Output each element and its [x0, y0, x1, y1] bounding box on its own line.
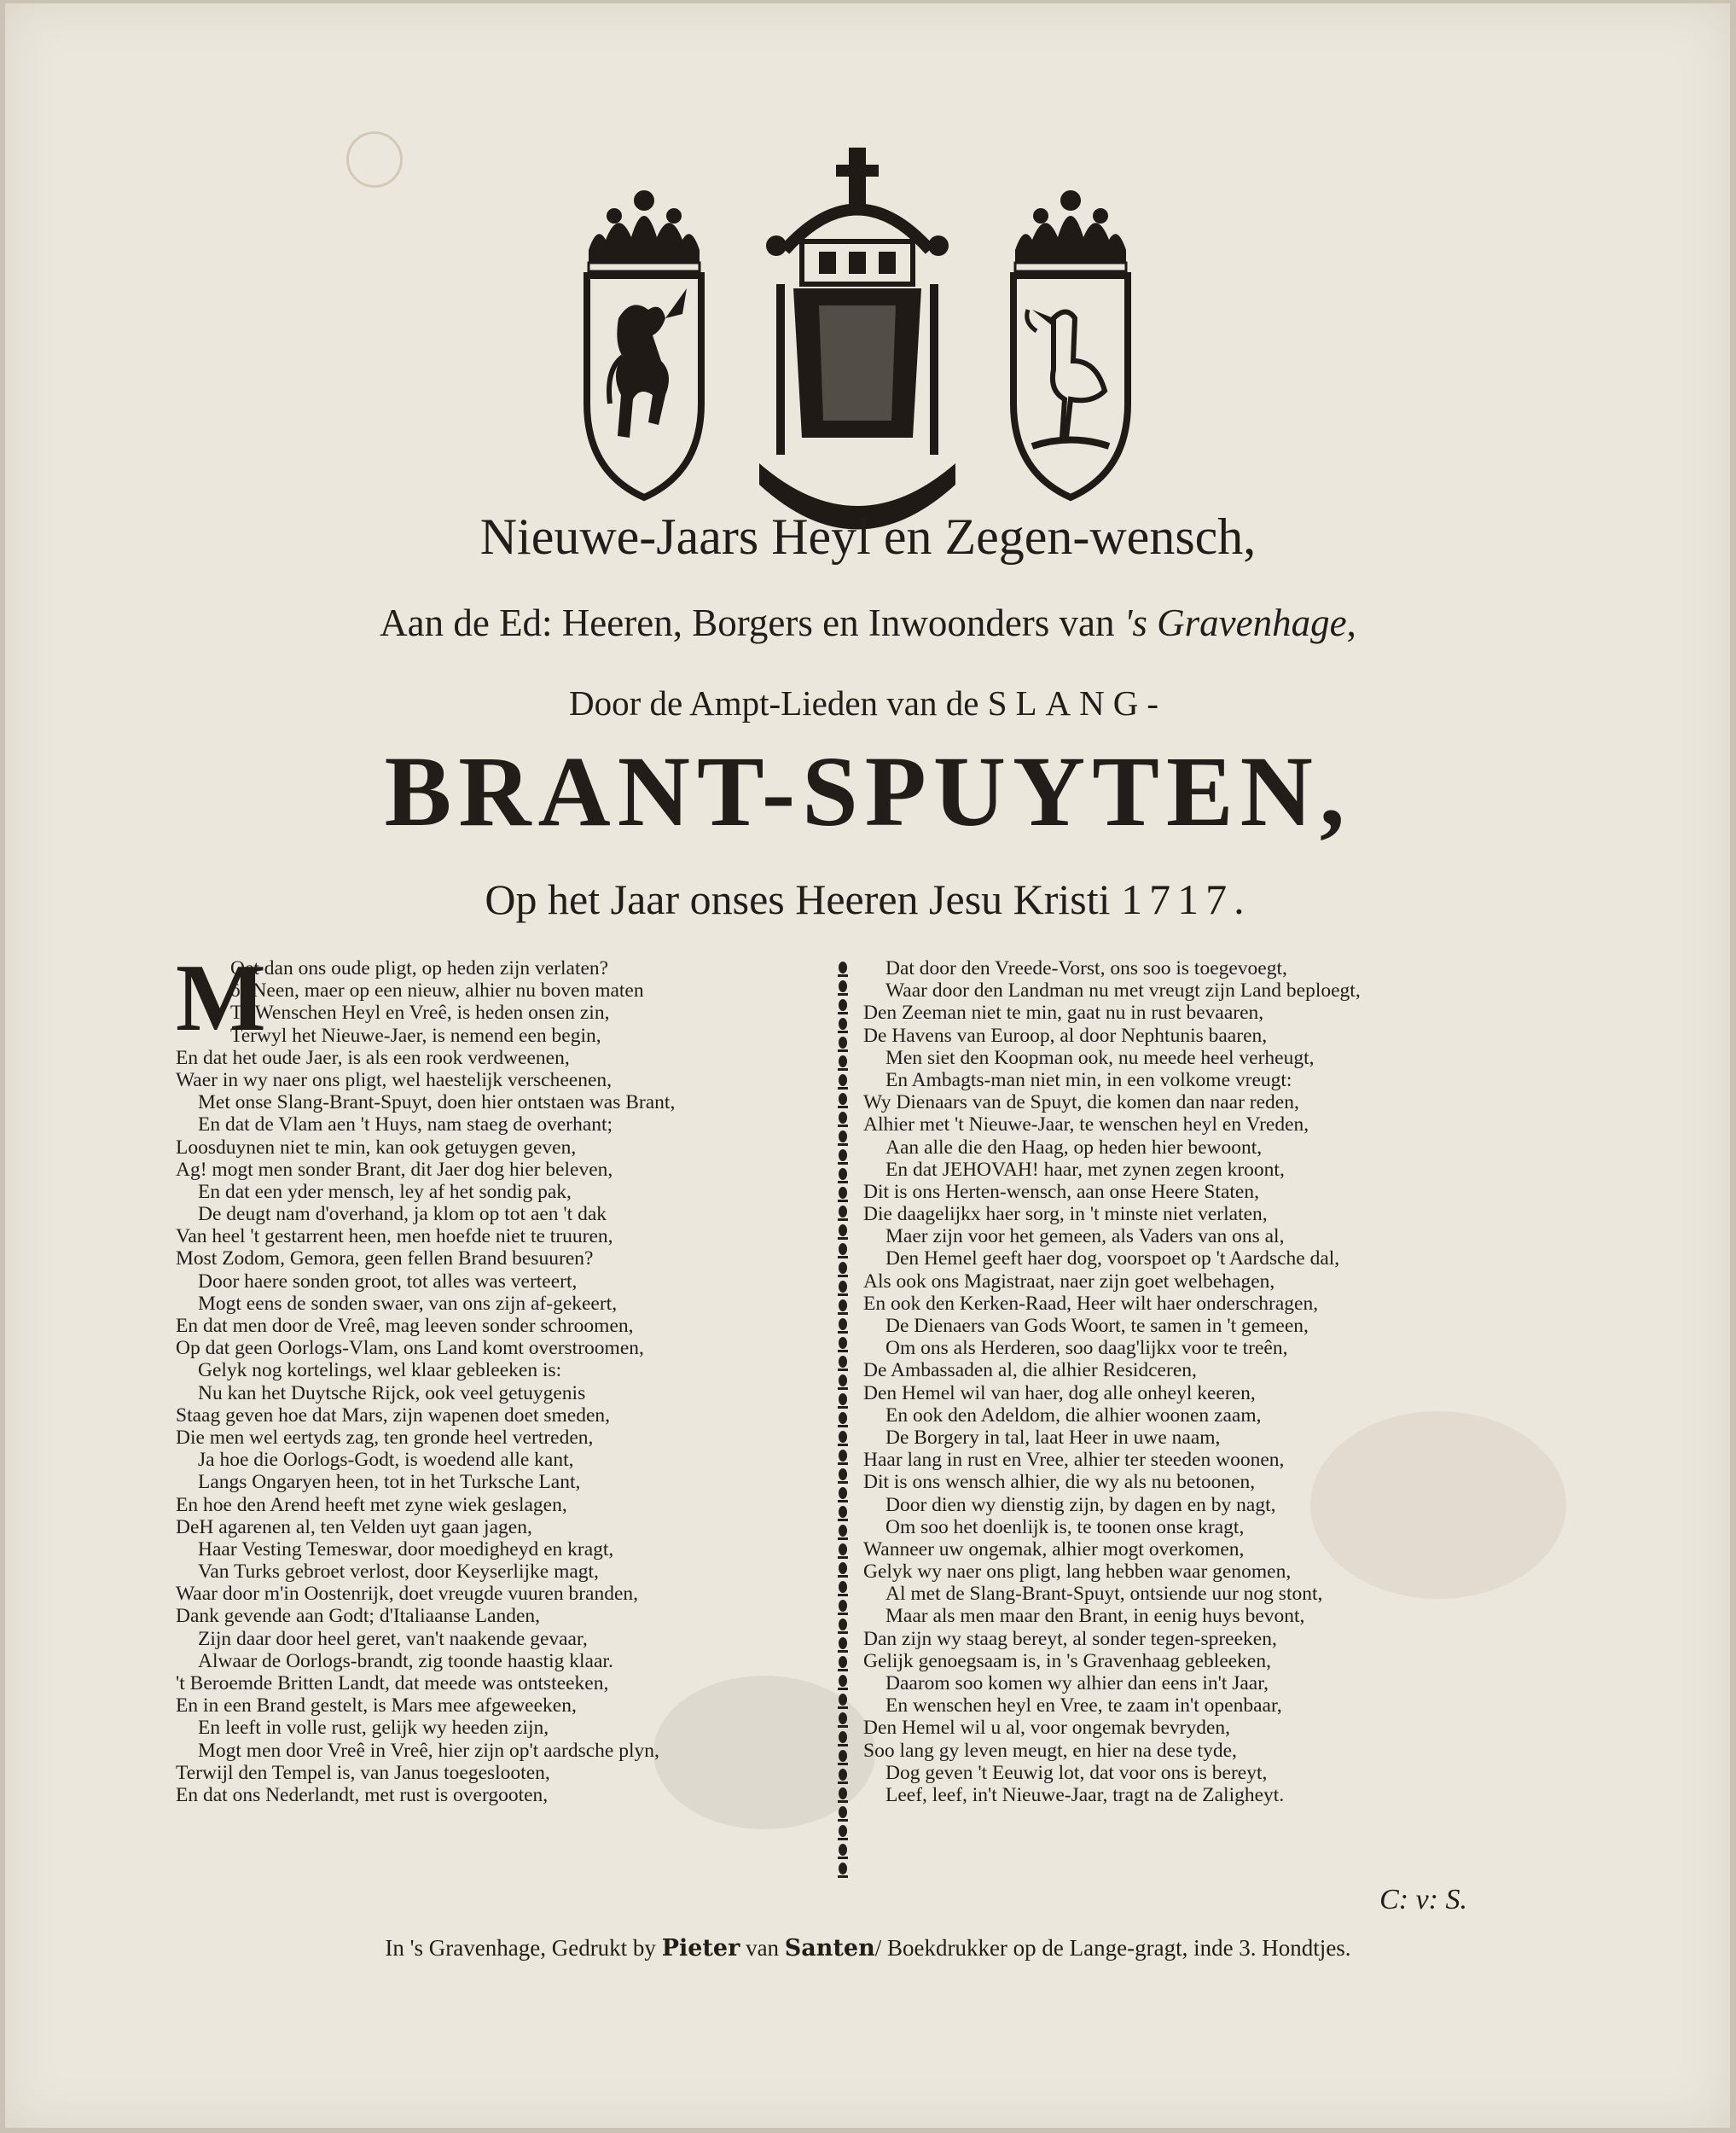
imprint-address: / Boekdrukker op de Lange-gragt, inde 3. Hondtjes.	[874, 1935, 1351, 1961]
imprint-place: In 's Gravenhage, Gedrukt by	[385, 1935, 662, 1961]
poem-line: Maer zijn voor het gemeen, als Vaders van ons al,	[885, 1225, 1285, 1248]
fleuron-icon	[838, 1375, 848, 1390]
poem-line: Wanneer uw ongemak, alhier mogt overkomen,	[863, 1537, 1245, 1561]
printer-last-name: Santen	[784, 1935, 875, 1962]
poem-line: Alhier met 't Nieuwe-Jaar, te wenschen heyl en Vreden,	[863, 1113, 1309, 1136]
fleuron-icon	[838, 980, 848, 996]
year-number: 1717.	[1121, 875, 1251, 923]
poem-line: Waar door m'in Oostenrijk, doet vreugde vuuren branden,	[176, 1583, 639, 1606]
fleuron-icon	[838, 1675, 848, 1690]
dedication-line	[0, 601, 1736, 645]
stain-mark	[346, 131, 403, 188]
poem-line: De deugt nam d'overhand, ja klom op tot aen 't dak	[198, 1203, 607, 1226]
fleuron-icon	[838, 1074, 848, 1090]
authorship-line	[0, 683, 1736, 724]
poem-right-column	[863, 957, 1512, 1806]
fleuron-icon	[838, 1712, 848, 1728]
poem-line: Waar door den Landman nu met vreugt zijn Land beploegt,	[885, 979, 1361, 1003]
poem-line: Aan alle die den Haag, op heden hier bewoont,	[885, 1136, 1263, 1159]
fleuron-icon	[838, 999, 848, 1014]
fleuron-icon	[838, 1525, 848, 1540]
poem-line: Mogt eens de sonden swaer, van ons zijn af-gekeert,	[198, 1292, 618, 1315]
poem-line: Als ook ons Magistraat, naer zijn goet welbehagen,	[863, 1270, 1275, 1293]
poem-line: Men siet den Koopman ook, nu meede heel verheugt,	[885, 1046, 1315, 1069]
poem-line: Langs Ongaryen heen, tot in het Turksche Lant,	[198, 1471, 581, 1494]
fleuron-icon	[838, 1543, 848, 1559]
poem-line: Daarom soo komen wy alhier dan eens in't Jaar,	[885, 1672, 1269, 1694]
poem-line: En in een Brand gestelt, is Mars mee afgeweeken,	[176, 1694, 577, 1717]
poem-line: ô! Neen, maer op een nieuw, alhier nu boven maten	[230, 979, 644, 1003]
poem-line: De Ambassaden al, die alhier Residceren,	[863, 1359, 1197, 1382]
fleuron-icon	[838, 1731, 848, 1747]
fleuron-icon	[838, 1262, 848, 1277]
author-initials: C: v: S.	[1379, 1884, 1467, 1915]
poem-line: Oet dan ons oude pligt, op heden zijn verlaten?	[230, 957, 609, 979]
headline-brant-spuyten: BRANT-SPUYTEN,	[384, 735, 1352, 847]
poem-line: Gelyk wy naer ons pligt, lang hebben waar genomen,	[863, 1561, 1292, 1584]
poem-line: En dat men door de Vreê, mag leeven sonder schroomen,	[176, 1315, 634, 1337]
poem-line: En leeft in volle rust, gelijk wy heeden zijn,	[198, 1717, 549, 1740]
authorship-text: Door de Ampt-Lieden van de	[568, 683, 988, 723]
fleuron-icon	[838, 1018, 848, 1033]
poem-line: En ook den Kerken-Raad, Heer wilt haer onderschragen,	[863, 1292, 1319, 1315]
poem-line: Op dat geen Oorlogs-Vlam, ons Land komt overstroomen,	[176, 1337, 644, 1360]
fleuron-icon	[838, 1112, 848, 1127]
poem-line: Met onse Slang-Brant-Spuyt, doen hier ontstaen was Brant,	[198, 1091, 676, 1114]
fleuron-icon	[838, 1130, 848, 1146]
dedication-text: Aan de Ed: Heeren, Borgers en Inwoonders van	[380, 602, 1124, 644]
fleuron-icon	[838, 1787, 848, 1803]
poem-line: Al met de Slang-Brant-Spuyt, ontsiende uur nog stont,	[885, 1583, 1323, 1606]
poem-line: Zijn daar door heel geret, van't naakende gevaar,	[198, 1627, 588, 1650]
poem-line: Den Hemel wil u al, voor ongemak bevryden,	[863, 1717, 1231, 1740]
lion-shield-icon	[587, 190, 701, 497]
poem-line: Den Hemel geeft haer dog, voorspoet op 't Aardsche dal,	[885, 1247, 1340, 1270]
fleuron-icon	[838, 1037, 848, 1052]
poem-line: Haar Vesting Temeswar, door moedigheyd en kragt,	[198, 1537, 614, 1561]
poem-line: En dat een yder mensch, ley af het sondig pak,	[198, 1180, 572, 1203]
poem-line: Die men wel eertyds zag, ten gronde heel vertreden,	[176, 1426, 594, 1449]
poem-line: De Borgery in tal, laat Heer in uwe naam,	[885, 1426, 1221, 1449]
poem-line: Mogt men door Vreê in Vreê, hier zijn op't aardsche plyn,	[198, 1739, 659, 1762]
poem-line: Om soo het doenlijk is, te toonen onse kragt,	[885, 1515, 1245, 1538]
fleuron-icon	[838, 1055, 848, 1071]
poem-line: Ag! mogt men sonder Brant, dit Jaer dog hier beleven,	[176, 1158, 613, 1181]
poem-line: Den Zeeman niet te min, gaat nu in rust bevaaren,	[863, 1002, 1264, 1025]
poem-line: Om ons als Herderen, soo daag'lijkx voor te treên,	[885, 1337, 1288, 1360]
printer-first-name: Pieter	[661, 1935, 740, 1962]
fire-engine-emblem-icon	[759, 148, 955, 530]
fleuron-icon	[838, 1206, 848, 1221]
poem-line: De Dienaers van Gods Woort, te samen in 't gemeen,	[885, 1315, 1309, 1337]
fleuron-icon	[838, 1093, 848, 1108]
year-line	[0, 875, 1736, 924]
poem-line: En dat het oude Jaer, is als een rook verdweenen,	[176, 1046, 570, 1069]
poem-line: Soo lang gy leven meugt, en hier na dese tyde,	[863, 1739, 1237, 1762]
imprint-van: van	[740, 1935, 785, 1961]
poem-line: Dit is ons Herten-wensch, aan onse Heere Staten,	[863, 1180, 1259, 1203]
column-divider-ornament	[833, 961, 853, 1882]
fleuron-icon	[838, 1412, 848, 1427]
poem-line: Van Turks gebroet verlost, door Keyserlijke magt,	[198, 1561, 599, 1584]
fleuron-icon	[838, 1487, 848, 1502]
fleuron-icon	[838, 1187, 848, 1202]
poem-line: Door dien wy dienstig zijn, by dagen en by nagt,	[885, 1493, 1276, 1516]
poem-line: En dat ons Nederlandt, met rust is overgooten,	[176, 1783, 549, 1806]
fleuron-icon	[838, 1450, 848, 1465]
poem-line: En Ambagts-man niet min, in een volkome vreugt:	[885, 1068, 1292, 1091]
poem-line: Nu kan het Duytsche Rijck, ook veel getuygenis	[198, 1381, 586, 1404]
poem-line: Dank gevende aan Godt; d'Italiaanse Landen,	[176, 1605, 541, 1628]
poem-line: Gelijk genoegsaam is, in 's Gravenhaag gebleeken,	[863, 1649, 1271, 1672]
poem-line: Te Wenschen Heyl en Vreê, is heden onsen zin,	[230, 1002, 610, 1025]
poem-line: Ja hoe die Oorlogs-Godt, is woedend alle kant,	[198, 1449, 574, 1472]
fleuron-icon	[838, 1243, 848, 1258]
fleuron-icon	[838, 962, 848, 977]
fleuron-icon	[838, 1393, 848, 1409]
stork-shield-icon	[1013, 190, 1128, 497]
poem-line: Staag geven hoe dat Mars, zijn wapenen doet smeden,	[176, 1404, 611, 1427]
fleuron-icon	[838, 1281, 848, 1296]
poem-line: Terwyl het Nieuwe-Jaer, is nemend een begin,	[230, 1024, 601, 1047]
poem-line: En hoe den Arend heeft met zyne wiek geslagen,	[176, 1493, 567, 1516]
poem-line: Waer in wy naer ons pligt, wel haestelijk verscheenen,	[176, 1068, 613, 1091]
poem-line: Dan zijn wy staag bereyt, al sonder tegen-spreeken,	[863, 1627, 1277, 1650]
poem-line: Terwijl den Tempel is, van Janus toegeslooten,	[176, 1761, 550, 1784]
fleuron-icon	[838, 1600, 848, 1615]
poem-line: Leef, leef, in't Nieuwe-Jaar, tragt na de Zaligheyt.	[885, 1783, 1285, 1806]
fleuron-icon	[838, 1844, 848, 1859]
poem-left-column	[176, 945, 824, 1806]
poem-line: En ook den Adeldom, die alhier woonen zaam,	[885, 1404, 1262, 1427]
poem-line: En wenschen heyl en Vree, te zaam in't openbaar,	[885, 1694, 1282, 1717]
poem-line: Alwaar de Oorlogs-brandt, zig toonde haastig klaar.	[198, 1649, 613, 1672]
fleuron-icon	[838, 1506, 848, 1521]
poem-line: En dat JEHOVAH! haar, met zynen zegen kroont,	[885, 1158, 1285, 1181]
poem-line: Den Hemel wil van haer, dog alle onheyl keeren,	[863, 1381, 1256, 1404]
printer-imprint	[0, 1935, 1736, 1962]
fleuron-icon	[838, 1337, 848, 1352]
poem-line: Van heel 't gestarrent heen, men hoefde niet te truuren,	[176, 1225, 613, 1248]
poem-line: Dat door den Vreede-Vorst, ons soo is toegevoegt,	[885, 957, 1287, 979]
poem-line: En dat de Vlam aen 't Huys, nam staeg de overhant;	[198, 1113, 613, 1136]
fleuron-icon	[838, 1581, 848, 1596]
fleuron-icon	[838, 1619, 848, 1634]
fleuron-icon	[838, 1356, 848, 1371]
poem-line: Maar als men maar den Brant, in eenig huys bevont,	[885, 1605, 1305, 1628]
poem-line: Haar lang in rust en Vree, alhier ter steeden woonen,	[863, 1449, 1285, 1472]
city-name: 's Gravenhage	[1123, 602, 1347, 644]
fleuron-icon	[838, 1431, 848, 1446]
poem-line: DeH agarenen al, ten Velden uyt gaan jagen,	[176, 1515, 532, 1538]
poem-line: Most Zodom, Gemora, geen fellen Brand besuuren?	[176, 1247, 594, 1270]
fleuron-icon	[838, 1750, 848, 1765]
fleuron-icon	[838, 1825, 848, 1840]
drop-cap: M	[176, 945, 266, 1051]
poem-line: Gelyk nog kortelings, wel klaar gebleeken is:	[198, 1359, 562, 1382]
poem-line: Dit is ons wensch alhier, die wy als nu betoonen,	[863, 1471, 1256, 1494]
fleuron-icon	[838, 1168, 848, 1183]
authorship-slang: SLANG-	[987, 683, 1168, 723]
fleuron-icon	[838, 1656, 848, 1671]
fleuron-icon	[838, 1149, 848, 1165]
poem-line: Dog geven 't Eeuwig lot, dat voor ons is bereyt,	[885, 1761, 1268, 1784]
fleuron-icon	[838, 1863, 848, 1878]
fleuron-icon	[838, 1299, 848, 1315]
fleuron-icon	[838, 1637, 848, 1653]
poem-line: Wy Dienaars van de Spuyt, die komen dan naar reden,	[863, 1091, 1299, 1114]
year-text: Op het Jaar onses Heeren Jesu Kristi	[485, 875, 1122, 923]
main-title: Nieuwe-Jaars Heyl en Zegen-wensch,	[479, 509, 1257, 565]
poem-line: 't Beroemde Britten Landt, dat meede was ontsteeken,	[176, 1672, 609, 1694]
fleuron-icon	[838, 1318, 848, 1334]
poem-line: Door haere sonden groot, tot alles was verteert,	[198, 1270, 578, 1293]
poem-line: De Havens van Euroop, al door Nephtunis baaren,	[863, 1024, 1268, 1047]
dedication-comma: ,	[1346, 602, 1356, 644]
fleuron-icon	[838, 1224, 848, 1240]
poem-line: Die daagelijkx haer sorg, in 't minste niet verlaten,	[863, 1203, 1268, 1226]
fleuron-icon	[838, 1562, 848, 1578]
poem-line: Loosduynen niet te min, kan ook getuygen geven,	[176, 1136, 577, 1159]
fleuron-icon	[838, 1806, 848, 1822]
fleuron-icon	[838, 1694, 848, 1709]
fleuron-icon	[838, 1468, 848, 1484]
fleuron-icon	[838, 1769, 848, 1784]
